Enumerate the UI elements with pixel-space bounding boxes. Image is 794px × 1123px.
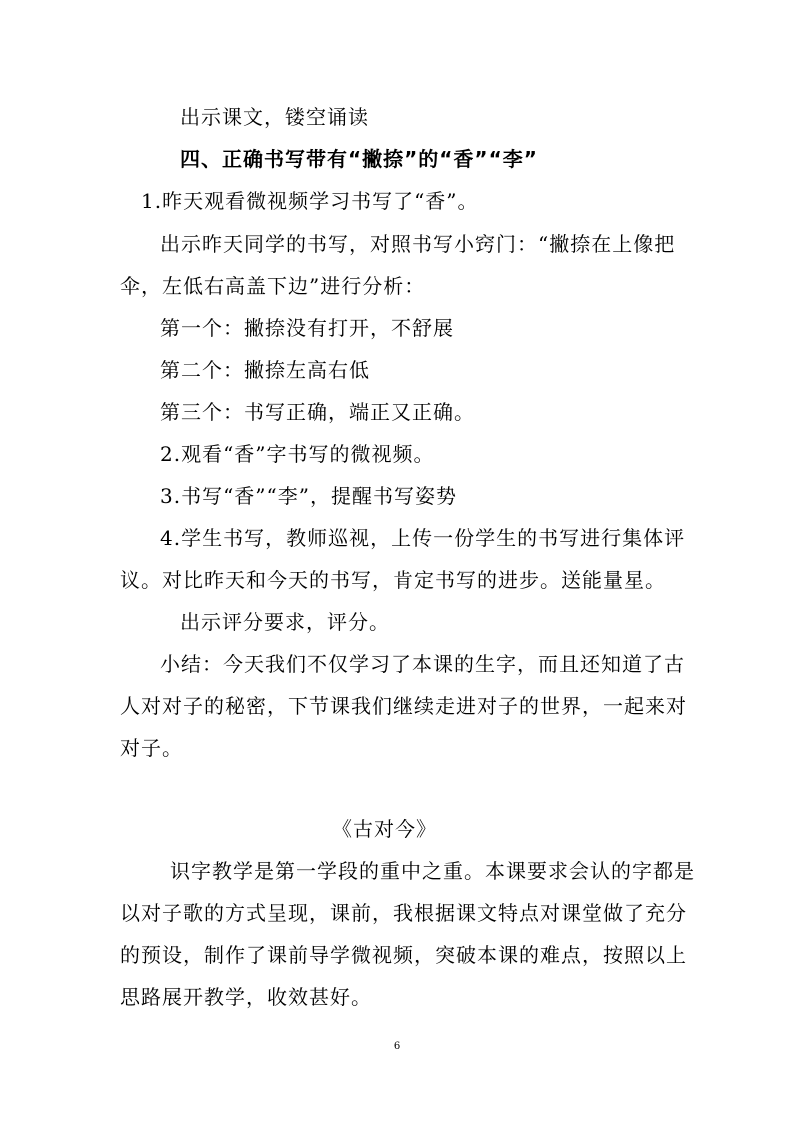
paragraph-line: 人对对子的秘密，下节课我们继续走进对子的世界，一起来对: [120, 694, 687, 718]
reflection-line: 以对子歌的方式呈现，课前，我根据课文特点对课堂做了充分: [120, 901, 687, 925]
paragraph-line: 小结：今天我们不仅学习了本课的生字，而且还知道了古: [160, 652, 685, 676]
section-heading: 四、正确书写带有“撇捺”的“香”“李”: [180, 147, 538, 171]
paragraph-line: 对子。: [120, 736, 183, 760]
paragraph-line: 伞，左低右高盖下边”进行分析：: [120, 274, 426, 298]
paragraph-line: 出示昨天同学的书写，对照书写小窍门：“撇捺在上像把: [160, 232, 676, 256]
reflection-line: 思路展开教学，收效甚好。: [120, 985, 372, 1009]
reflection-title: 《古对今》: [332, 817, 437, 841]
page-number: 6: [393, 1041, 401, 1052]
reflection-line: 识字教学是第一学段的重中之重。本课要求会认的字都是: [170, 859, 695, 883]
paragraph-line: 第一个：撇捺没有打开，不舒展: [160, 316, 454, 340]
paragraph-line: 4.学生书写，教师巡视，上传一份学生的书写进行集体评: [160, 526, 686, 550]
paragraph-line: 出示课文，镂空诵读: [180, 105, 369, 129]
paragraph-line: 第二个：撇捺左高右低: [160, 358, 370, 382]
paragraph-line: 1.昨天观看微视频学习书写了“香”。: [141, 189, 479, 213]
paragraph-line: 2.观看“香”字书写的微视频。: [160, 442, 435, 466]
paragraph-line: 第三个：书写正确，端正又正确。: [160, 400, 475, 424]
paragraph-line: 3.书写“香”“李”，提醒书写姿势: [160, 484, 457, 508]
paragraph-line: 出示评分要求，评分。: [180, 610, 390, 634]
reflection-line: 的预设，制作了课前导学微视频，突破本课的难点，按照以上: [120, 943, 687, 967]
paragraph-line: 议。对比昨天和今天的书写，肯定书写的进步。送能量星。: [120, 568, 666, 592]
